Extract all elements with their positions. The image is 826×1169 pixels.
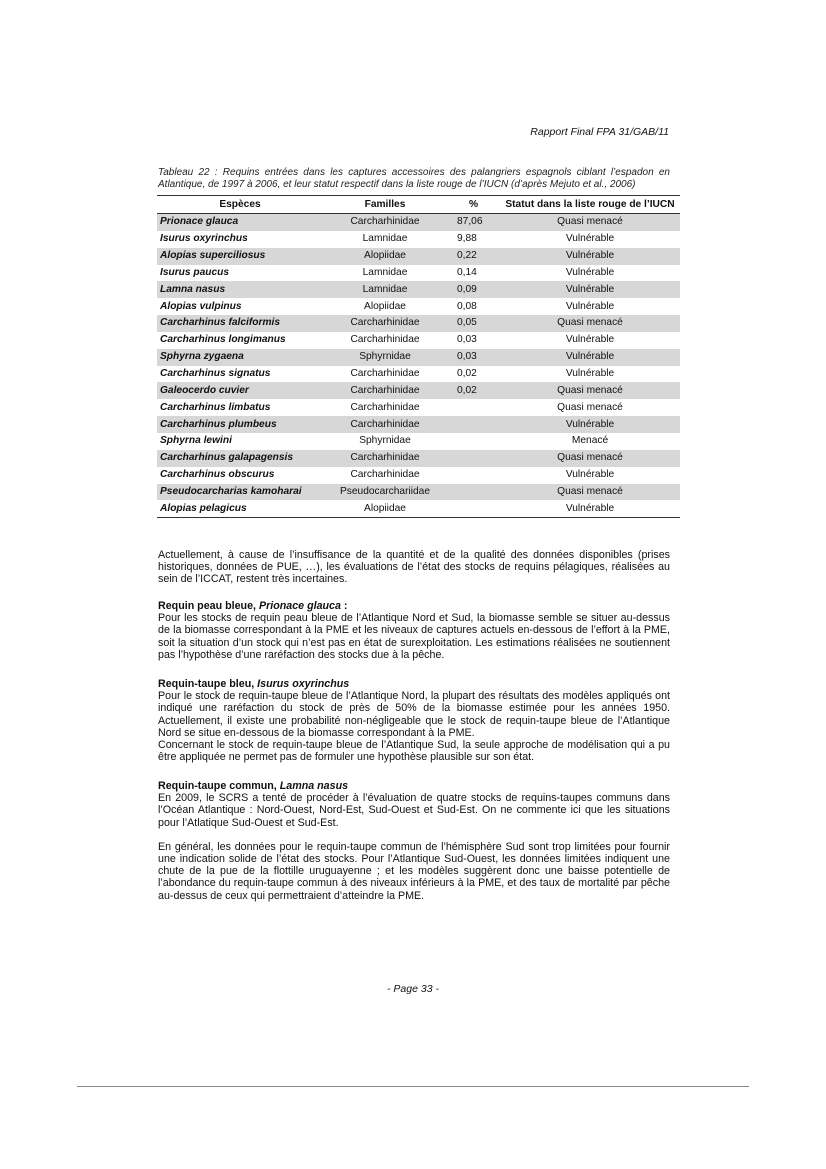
family-cell: Carcharhinidae <box>323 315 447 332</box>
heading-text: Requin-taupe bleu, <box>158 678 258 690</box>
family-cell: Carcharhinidae <box>323 382 447 399</box>
section-text-porbeagle-2: En général, les données pour le requin-taupe commun de l’hémisphère Sud sont trop limitées pour fournir une indication solide de l’état des stocks. Pour l’Atlantique Sud-Ouest, les données limitées indiquent une chute de la pue de la flottille uruguayenne ; et les modèles suggèrent donc une baisse potentielle de l’abondance du requin-taupe commun à des niveaux inférieurs à la PME, et des taux de mortalité par pêche au-dessus de ceux qui permettraient d’atteindre la PME. <box>158 840 670 902</box>
table-row <box>157 484 680 501</box>
heading-suffix: : <box>340 600 348 612</box>
species-cell: Lamna nasus <box>157 281 323 298</box>
family-cell: Alopiidae <box>323 500 447 517</box>
status-cell: Vulnérable <box>500 416 680 433</box>
status-cell: Quasi menacé <box>500 450 680 467</box>
percent-cell <box>447 450 500 467</box>
table-row <box>157 248 680 265</box>
status-cell: Vulnérable <box>500 248 680 265</box>
percent-cell <box>447 416 500 433</box>
species-cell: Carcharhinus galapagensis <box>157 450 323 467</box>
heading-species: Lamna nasus <box>279 780 349 792</box>
table-row <box>157 332 680 349</box>
table-row <box>157 366 680 383</box>
family-cell: Carcharhinidae <box>350 401 420 413</box>
species-cell: Alopias superciliosus <box>157 248 323 265</box>
status-cell: Quasi menacé <box>500 315 680 332</box>
status-cell: Quasi menacé <box>500 214 680 231</box>
status-cell: Vulnérable <box>565 233 615 245</box>
section-text-porbeagle-1: En 2009, le SCRS a tenté de procéder à l’évaluation de quatre stocks de requins-taupes communs dans l’Océan Atlantique : Nord-Ouest, Nord-Est, Sud-Ouest et Sud-Est. On ne commente ici que les situations pour l’Atlatique Sud-Ouest et Sud-Est. <box>158 792 670 829</box>
footer-divider <box>77 1086 749 1087</box>
table-row <box>157 281 680 298</box>
table-row <box>157 382 680 399</box>
percent-cell <box>447 484 500 501</box>
status-cell: Vulnérable <box>565 368 615 380</box>
status-cell: Vulnérable <box>565 266 615 278</box>
col-header-percent: % <box>447 196 500 214</box>
species-cell: Sphyrna zygaena <box>157 349 323 366</box>
table-row <box>157 433 680 450</box>
percent-cell <box>447 433 500 450</box>
table-row <box>157 231 680 248</box>
percent-cell: 0,02 <box>447 382 500 399</box>
heading-species: Prionace glauca <box>258 600 341 612</box>
family-cell: Carcharhinidae <box>323 214 447 231</box>
section-heading-shortfin-mako <box>158 678 670 690</box>
family-cell: Sphyrnidae <box>359 435 411 447</box>
species-cell: Carcharhinus longimanus <box>160 334 286 346</box>
species-cell: Isurus oxyrinchus <box>160 233 248 245</box>
page-number: - Page 33 - <box>387 983 439 995</box>
status-cell: Vulnérable <box>565 469 615 481</box>
percent-cell: 0,14 <box>457 266 477 278</box>
section-blue-shark <box>158 600 670 661</box>
status-cell: Vulnérable <box>500 500 680 517</box>
family-cell: Alopiidae <box>364 300 406 312</box>
percent-cell: 0,22 <box>447 248 500 265</box>
heading-text: Requin peau bleue, <box>158 600 259 612</box>
species-cell: Sphyrna lewini <box>160 435 232 447</box>
table-row <box>157 349 680 366</box>
status-cell: Vulnérable <box>565 300 615 312</box>
percent-cell <box>447 500 500 517</box>
table-header-row <box>157 196 680 214</box>
percent-cell: 87,06 <box>447 214 500 231</box>
section-text-blue-shark: Pour les stocks de requin peau bleue de l’Atlantique Nord et Sud, la biomasse semble se situer au-dessus de la biomasse correspondant à la PME et les niveaux de captures actuels en-dessous de l’effort à la PME, soit la situation d’un stock qui n’est pas en état de surexploitation. Les estimations réalisées ne soutiennent pas l’hypothèse d’une raréfaction des stocks due à la pêche. <box>158 612 670 661</box>
table-row <box>157 500 680 517</box>
table-row <box>157 467 680 484</box>
section-shortfin-mako <box>158 678 670 763</box>
heading-species: Isurus oxyrinchus <box>257 678 350 690</box>
col-header-iucn-status: Statut dans la liste rouge de l’IUCN <box>500 196 680 214</box>
col-header-families: Familles <box>323 196 447 214</box>
species-cell: Isurus paucus <box>160 266 230 278</box>
section-text-shortfin-mako-1: Pour le stock de requin-taupe bleue de l’Atlantique Nord, la plupart des résultats des modèles appliqués ont indiqué une raréfaction du stock de près de 50% de la biomasse estimée pour les années 1950. Actuellement, il existe une probabilité non-négligeable que le stock de requin-taupe bleue de l’Atlantique Nord se situe en-dessous de la biomasse correspondant à la PME. <box>158 690 670 739</box>
intro-paragraph <box>158 549 670 586</box>
status-cell: Quasi menacé <box>500 484 680 501</box>
percent-cell: 0,08 <box>457 300 477 312</box>
table-body <box>157 214 680 518</box>
family-cell: Pseudocarchariidae <box>323 484 447 501</box>
status-cell: Vulnérable <box>565 334 615 346</box>
section-porbeagle <box>158 780 670 902</box>
percent-cell: 0,09 <box>447 281 500 298</box>
col-header-species: Espèces <box>157 196 323 214</box>
table-row <box>157 298 680 315</box>
species-cell: Galeocerdo cuvier <box>157 382 323 399</box>
family-cell: Lamnidae <box>323 281 447 298</box>
table-row <box>157 214 680 231</box>
family-cell: Carcharhinidae <box>350 368 420 380</box>
family-cell: Carcharhinidae <box>323 416 447 433</box>
table-row <box>157 450 680 467</box>
section-heading-blue-shark <box>158 600 670 612</box>
section-heading-porbeagle <box>158 780 670 792</box>
family-cell: Carcharhinidae <box>350 469 420 481</box>
table-row <box>157 265 680 282</box>
species-cell: Alopias vulpinus <box>160 300 242 312</box>
table-row <box>157 416 680 433</box>
percent-cell: 0,03 <box>457 334 477 346</box>
heading-text: Requin-taupe commun, <box>158 780 280 792</box>
family-cell: Alopiidae <box>323 248 447 265</box>
species-cell: Carcharhinus limbatus <box>160 401 271 413</box>
table-row <box>157 399 680 416</box>
percent-cell: 0,02 <box>457 368 477 380</box>
species-cell: Pseudocarcharias kamoharai <box>157 484 323 501</box>
family-cell: Carcharhinidae <box>323 450 447 467</box>
table-row <box>157 315 680 332</box>
species-cell: Carcharhinus signatus <box>160 368 271 380</box>
status-cell: Quasi menacé <box>500 382 680 399</box>
status-cell: Vulnérable <box>500 349 680 366</box>
family-cell: Lamnidae <box>362 233 408 245</box>
intro-text: Actuellement, à cause de l’insuffisance de la quantité et de la qualité des données disponibles (prises historiques, données de PUE, …), les évaluations de l’état des stocks de requins pélagiques, réalisées au sein de l’ICCAT, restent très incertaines. <box>158 549 670 586</box>
status-cell: Vulnérable <box>500 281 680 298</box>
shark-bycatch-table <box>157 195 680 518</box>
table-caption: Tableau 22 : Requins entrées dans les captures accessoires des palangriers espagnols ciblant l’espadon en Atlantique, de 1997 à 2006, et leur statut respectif dans la liste rouge de l’IUCN (d’après Mejuto et al., 2006) <box>158 167 670 190</box>
family-cell: Sphyrnidae <box>323 349 447 366</box>
percent-cell: 0,03 <box>447 349 500 366</box>
percent-cell: 0,05 <box>447 315 500 332</box>
section-text-shortfin-mako-2: Concernant le stock de requin-taupe bleue de l’Atlantique Sud, la seule approche de modélisation qui a pu être appliquée ne permet pas de formuler une hypothèse plausible sur son état. <box>158 739 670 764</box>
status-cell: Quasi menacé <box>557 401 623 413</box>
species-cell: Alopias pelagicus <box>157 500 323 517</box>
species-cell: Carcharhinus obscurus <box>160 469 275 481</box>
family-cell: Lamnidae <box>362 266 408 278</box>
percent-cell: 9,88 <box>457 233 477 245</box>
species-cell: Carcharhinus falciformis <box>157 315 323 332</box>
status-cell: Menacé <box>571 435 609 447</box>
percent-cell <box>447 467 500 484</box>
running-header: Rapport Final FPA 31/GAB/11 <box>530 126 669 138</box>
species-cell: Prionace glauca <box>157 214 323 231</box>
species-cell: Carcharhinus plumbeus <box>157 416 323 433</box>
percent-cell <box>447 399 500 416</box>
family-cell: Carcharhinidae <box>350 334 420 346</box>
